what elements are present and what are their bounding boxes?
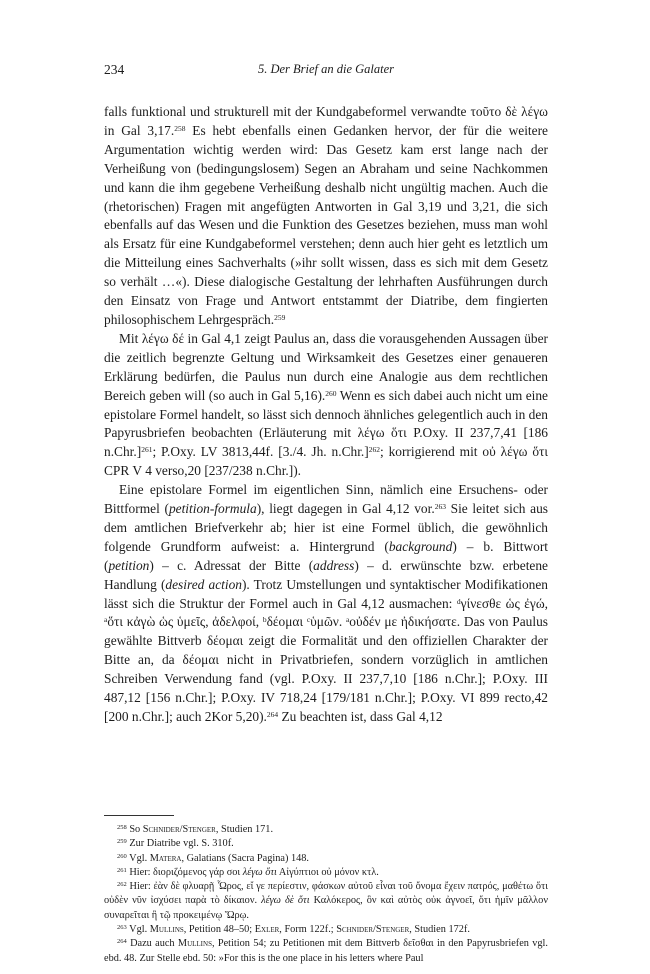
footnote-258: $^{258}$ So Schnider/Stenger, Studien 171. (117, 824, 274, 835)
paragraph: Eine epistolare Formel im eigentlichen Sinn, nämlich eine Ersuchens- oder Bittformel (petition-formula), liegt dagegen in Gal 4,12 vor.$^{263}$ Sie leitet sich aus dem amtlichen Briefverkehr ab; hier ist eine Formel üblich, die gewöhnlich folgende Grundform aufweist: a. Hintergrund (background) – b. Bittwort (petition) – c. Adressat der Bitte (address) – d. erwünschte bzw. erbetene Handlung (desired action). Trotz Umstellungen und syntaktischer Modifikationen lässt sich die Struktur der Formel auch in Gal 4,12 ausmachen: $^d$γίνεσθε ὡς ἐγώ, $^a$ὅτι κἀγὼ ὡς ὑμεῖς, ἀδελφοί, $^b$δέομαι $^c$ὑμῶν. $^a$οὐδέν με ἠδικήσατε. Das von Paulus gewählte Bittverb δέομαι zeigt die Formalität und den offiziellen Charakter der Bitte an, da δέομαι nicht in Privatbriefen, sondern vorzüglich in amtlichen Schreiben Verwendung fand (vgl. P.Oxy. II 237,7,10 [186 n.Chr.]; P.Oxy. III 487,12 [156 n.Chr.]; P.Oxy. IV 718,24 [179/181 n.Chr.]; P.Oxy. VI 899 recto,42 [200 n.Chr.]; auch 2Kor 5,20).$^{264}$ Zu beachten ist, dass Gal 4,12 (104, 482, 549, 724)
footnote-260: $^{260}$ Vgl. Matera, Galatians (Sacra Pagina) 148. (117, 852, 309, 864)
running-head: 5. Der Brief an die Galater (257, 62, 395, 76)
footnote-264: $^{264}$ Dazu auch Mullins, Petition 54; zu Petitionen mit dem Bittverb δεῖσθαι in den Papyrusbriefen vgl. ebd. 48. Zur Stelle ebd. 50: »For this is the one place in his letters where Paul (104, 938, 548, 964)
paragraph: falls funktional und strukturell mit der Kundgabeformel verwandte τοῦτο δὲ λέγω in Gal 3,17.$^{258}$ Es hebt ebenfalls einen Gedanken hervor, der für die weitere Argumentation wichtig werden wird: Das Gesetz kam erst lange nach der Verheißung von (bedingungslosem) Segen an Abraham und seine Nachkommen und kann die ihm gegebene Verheißung deshalb nicht ungültig machen. Auch die (rhetorischen) Fragen mit angefügten Antworten in Gal 3,19 und 3,21, die sich ebenfalls auf das Wesen und die Funktion des Gesetzes beziehen, muss man wohl als Ersatz für eine Kundgabeformel verstehen; denn auch hier geht es letztlich um die Mitteilung eines Sachverhalts (»ihr sollt wissen, dass es sich mit dem Gesetz so verhält …«). Diese dialogische Gestaltung der lehrhaften Ausführungen durch den Einsatz von Frage und Antwort entstammt der Diatribe, dem fingierten philosophischem Lehrgespräch.$^{259}$ (104, 104, 548, 327)
footnote-259: $^{259}$ Zur Diatribe vgl. S. 310f. (117, 838, 234, 850)
footnotes (104, 823, 548, 966)
footnote-261: $^{261}$ Hier: διοριζόμενος γάρ σοι λέγω ὅτι Αἰγύπτιοι οὐ μόνον κτλ. (117, 866, 379, 878)
main-text (104, 103, 548, 727)
footnote-263: $^{263}$ Vgl. Mullins, Petition 48–50; Exler, Form 122f.; Schnider/Stenger, Studien 172f. (117, 924, 470, 936)
paragraph: Mit λέγω δέ in Gal 4,1 zeigt Paulus an, dass die vorausgehenden Aussagen über die zeitlich begrenzte Geltung und Wirksamkeit des Gesetzes einer genaueren Erklärung bedürfen, die Paulus nun durch eine Analogie aus dem rechtlichen Bereich geben will (so auch in Gal 5,16).$^{260}$ Wenn es sich dabei auch nicht um eine epistolare Formel handelt, so lässt sich dennoch ähnliches gelegentlich auch in den Papyrusbriefen beobachten (Erläuterung mit λέγω ὅτι P.Oxy. II 237,7,41 [186 n.Chr.]$^{261}$; P.Oxy. LV 3813,44f. [3./4. Jh. n.Chr.]$^{262}$; korrigierend mit οὐ λέγω ὅτι CPR V 4 verso,20 [237/238 n.Chr.]). (104, 330, 548, 479)
footnote-262: $^{262}$ Hier: ἐὰν δὲ φλυαρῇ Ὧρος, εἴ γε περίεστιν, φάσκων αὐτοῦ εἶναι τοῦ ὄνομα ἔχειν πατρός, μαθέτω ὅτι οὐδὲν νῦν ἰσχύσει παρὰ τὸ δίκαιον. λέγω δὲ ὅτι Καλόκερος, ὃν καὶ αὐτὸς οὐκ ἀγνοεῖ, ὅτι ἡμῖν μᾶλλον συναρεῖται ἢ τῷ προκειμένῳ Ὥρῳ. (104, 881, 548, 921)
footnote-rule (104, 815, 174, 816)
page-number: 234 (104, 62, 125, 77)
page-header (104, 62, 548, 82)
